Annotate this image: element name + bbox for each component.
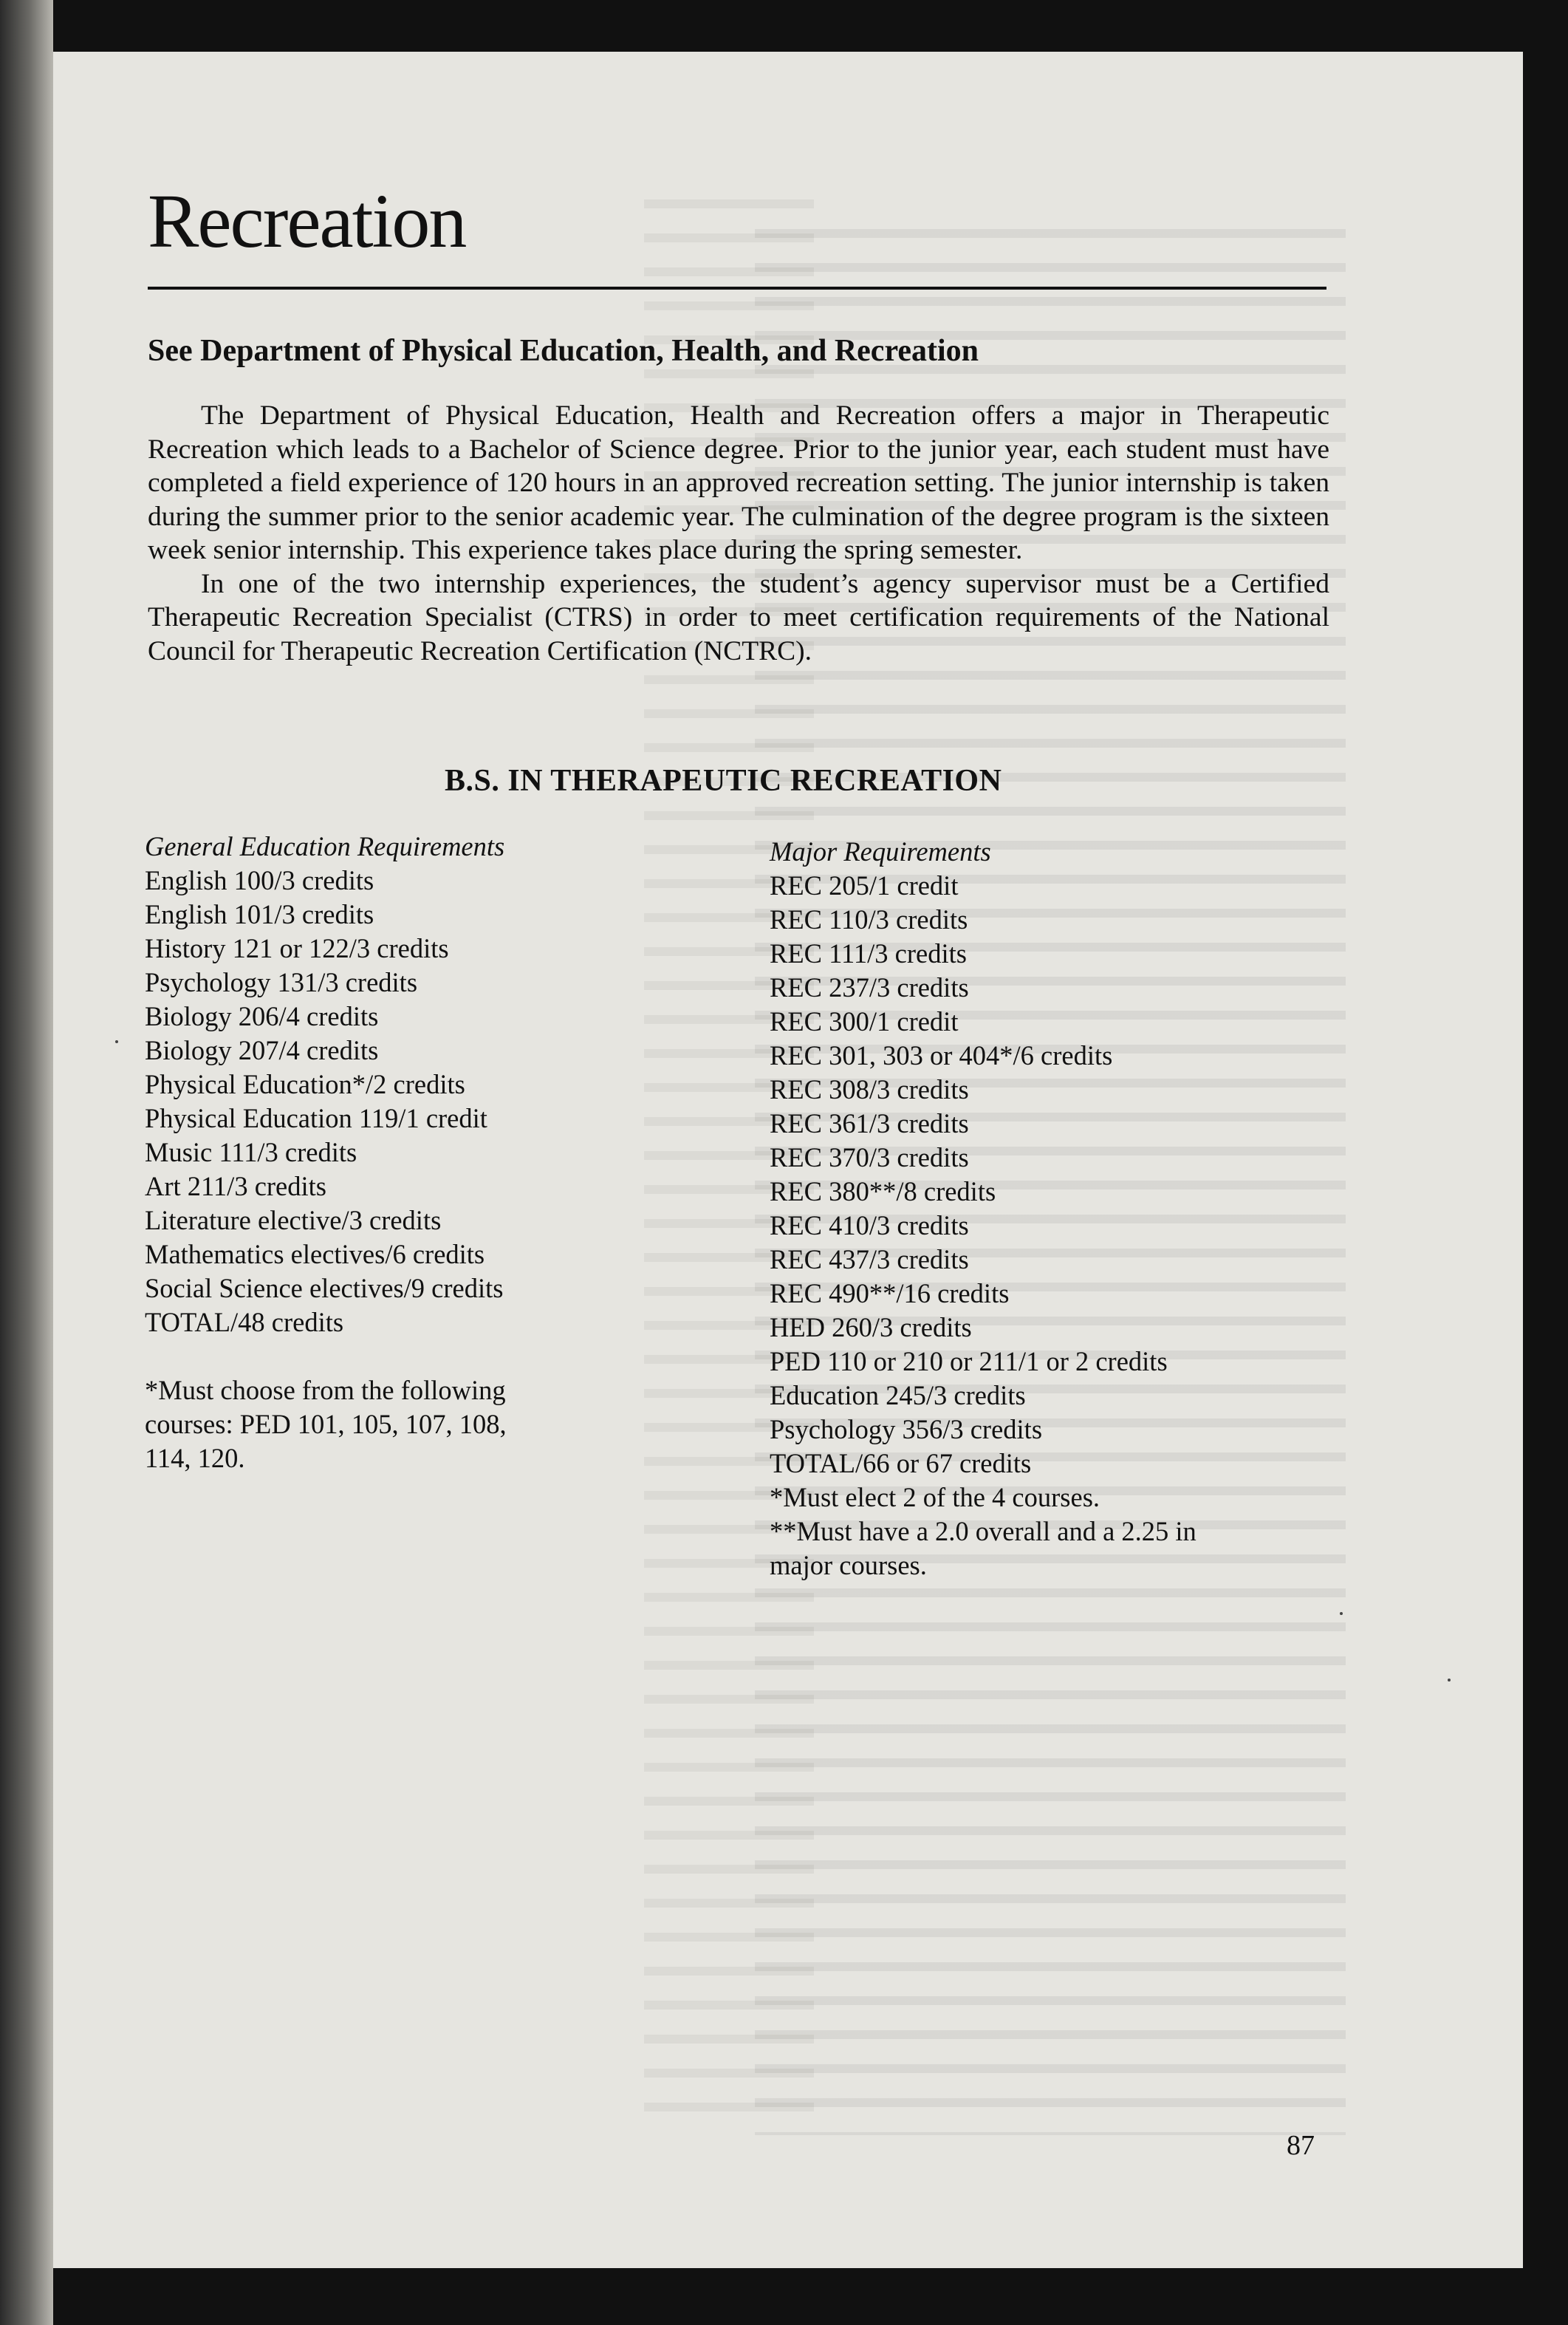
document-page <box>53 52 1523 2268</box>
list-item: English 100/3 credits <box>145 865 374 895</box>
list-item: Art 211/3 credits <box>145 1171 326 1201</box>
list-item: **Must have a 2.0 overall and a 2.25 in <box>770 1516 1196 1546</box>
list-item: REC 437/3 credits <box>770 1244 969 1274</box>
speck <box>1448 1679 1451 1682</box>
list-item: Mathematics electives/6 credits <box>145 1239 485 1269</box>
general-education-heading: General Education Requirements <box>145 831 505 861</box>
list-item: PED 110 or 210 or 211/1 or 2 credits <box>770 1346 1168 1376</box>
page-title: Recreation <box>148 179 466 264</box>
list-item: REC 300/1 credit <box>770 1006 959 1037</box>
list-item: Biology 207/4 credits <box>145 1035 379 1065</box>
major-requirements-heading: Major Requirements <box>770 836 991 867</box>
list-item: REC 380**/8 credits <box>770 1176 996 1206</box>
intro-paragraph: The Department of Physical Education, Health and Recreation offers a major in Therapeutic Recreation which leads to a Bachelor of Science degree. Prior to the junior year, each student must have completed a field experience of 120 hours in an approved recreation setting. The junior internship is taken during the summer prior to the senior academic year. The culmination of the degree program is the sixteen week senior internship. This experience takes place during the spring semester. <box>148 400 1329 565</box>
cross-reference-heading: See Department of Physical Education, Health, and Recreation <box>148 334 979 368</box>
list-item: REC 301, 303 or 404*/6 credits <box>770 1040 1113 1071</box>
list-item: REC 410/3 credits <box>770 1210 969 1240</box>
intro-paragraph: In one of the two internship experiences, the student’s agency supervisor must be a Certified Therapeutic Recreation Specialist (CTRS) in order to meet certification requirements of the National Council for Therapeutic Recreation Certification (NCTRC). <box>148 568 1329 666</box>
general-education-note <box>145 1373 617 1475</box>
list-item: major courses. <box>770 1550 927 1580</box>
list-item: REC 370/3 credits <box>770 1142 969 1172</box>
note-line: 114, 120. <box>145 1443 245 1473</box>
list-item: English 101/3 credits <box>145 899 374 929</box>
list-item: Education 245/3 credits <box>770 1380 1026 1410</box>
major-requirements-column <box>770 835 1331 1583</box>
list-item: TOTAL/66 or 67 credits <box>770 1448 1032 1478</box>
list-item: Psychology 356/3 credits <box>770 1414 1043 1444</box>
degree-heading: B.S. IN THERAPEUTIC RECREATION <box>445 764 1002 798</box>
list-item: Social Science electives/9 credits <box>145 1273 504 1303</box>
list-item: REC 308/3 credits <box>770 1074 969 1105</box>
list-item: REC 110/3 credits <box>770 904 968 935</box>
note-line: courses: PED 101, 105, 107, 108, <box>145 1409 507 1439</box>
list-item: REC 361/3 credits <box>770 1108 969 1138</box>
list-item: History 121 or 122/3 credits <box>145 933 449 963</box>
list-item: REC 111/3 credits <box>770 938 967 969</box>
list-item: REC 237/3 credits <box>770 972 969 1003</box>
list-item: Psychology 131/3 credits <box>145 967 418 997</box>
intro-text <box>148 399 1329 668</box>
list-item: Physical Education*/2 credits <box>145 1069 465 1099</box>
list-item: Physical Education 119/1 credit <box>145 1103 487 1133</box>
list-item: *Must elect 2 of the 4 courses. <box>770 1482 1100 1512</box>
book-spine-shadow <box>0 0 53 2325</box>
page-number: 87 <box>1287 2130 1315 2161</box>
note-line: *Must choose from the following <box>145 1375 506 1405</box>
speck <box>115 1040 118 1043</box>
list-item: REC 205/1 credit <box>770 870 959 901</box>
list-item: Biology 206/4 credits <box>145 1001 379 1031</box>
title-rule <box>148 287 1326 290</box>
list-item: Literature elective/3 credits <box>145 1205 442 1235</box>
speck <box>1340 1612 1343 1615</box>
list-item: HED 260/3 credits <box>770 1312 972 1342</box>
list-item: TOTAL/48 credits <box>145 1307 344 1337</box>
general-education-column <box>145 830 617 1475</box>
list-item: REC 490**/16 credits <box>770 1278 1010 1308</box>
list-item: Music 111/3 credits <box>145 1137 357 1167</box>
